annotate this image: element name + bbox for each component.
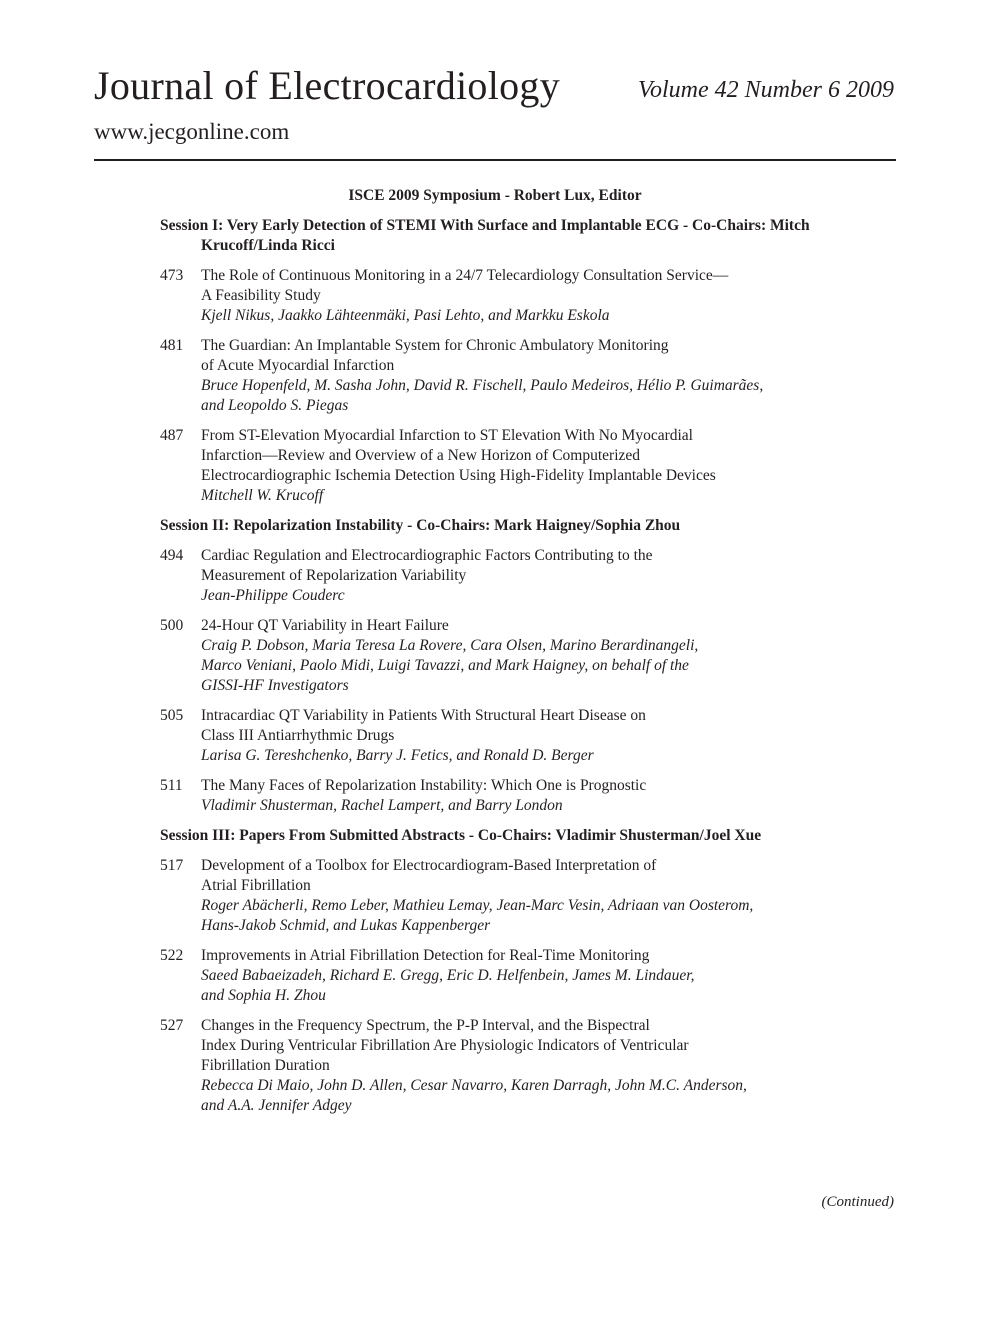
page-number: 500 xyxy=(160,617,184,634)
toc-entry[interactable] xyxy=(160,1016,896,1116)
article-title: Cardiac Regulation and Electrocardiographic Factors Contributing to the Measurement of Repolarization Variability xyxy=(201,547,653,584)
article-authors: Jean-Philippe Couderc xyxy=(201,587,345,604)
page-number: 505 xyxy=(160,707,184,724)
article-title: Development of a Toolbox for Electrocardiogram-Based Interpretation of Atrial Fibrillation xyxy=(201,857,657,894)
volume-issue: Volume 42 Number 6 2009 xyxy=(638,77,894,103)
page-number: 494 xyxy=(160,547,184,564)
article-title: The Role of Continuous Monitoring in a 24/7 Telecardiology Consultation Service— A Feasibility Study xyxy=(201,267,729,304)
article-authors: Saeed Babaeizadeh, Richard E. Gregg, Eric D. Helfenbein, James M. Lindauer, and Sophia H. Zhou xyxy=(201,967,695,1004)
session-heading: Session I: Very Early Detection of STEMI With Surface and Implantable ECG - Co-Chairs: Mitch Krucoff/Linda Ricci xyxy=(160,217,810,254)
toc-entry[interactable] xyxy=(160,546,896,606)
page-number: 511 xyxy=(160,777,183,794)
article-title: Changes in the Frequency Spectrum, the P-P Interval, and the Bispectral Index During Ventricular Fibrillation Are Physiologic Indicators of Ventricular Fibrillation Duration xyxy=(201,1017,689,1074)
toc-entry[interactable] xyxy=(160,946,896,1006)
article-authors: Craig P. Dobson, Maria Teresa La Rovere, Cara Olsen, Marino Berardinangeli, Marco Veniani, Paolo Midi, Luigi Tavazzi, and Mark Haigney, on behalf of the GISSI-HF Investigators xyxy=(201,637,699,694)
session-heading: Session III: Papers From Submitted Abstracts - Co-Chairs: Vladimir Shusterman/Joel Xue xyxy=(160,827,762,844)
page-number: 487 xyxy=(160,427,184,444)
article-authors: Vladimir Shusterman, Rachel Lampert, and Barry London xyxy=(201,797,563,814)
toc-entry[interactable] xyxy=(160,856,896,936)
article-authors: Kjell Nikus, Jaakko Lähteenmäki, Pasi Lehto, and Markku Eskola xyxy=(201,307,610,324)
page-number: 517 xyxy=(160,857,184,874)
article-title: The Many Faces of Repolarization Instability: Which One is Prognostic xyxy=(201,777,647,794)
journal-title: Journal of Electrocardiology xyxy=(94,63,561,108)
toc-entry[interactable] xyxy=(160,336,896,416)
article-title: Improvements in Atrial Fibrillation Detection for Real-Time Monitoring xyxy=(201,947,650,964)
article-title: From ST-Elevation Myocardial Infarction to ST Elevation With No Myocardial Infarction—Review and Overview of a New Horizon of Computerized Electrocardiographic Ischemia Detection Using High-Fidelity Implantable Devices xyxy=(201,427,716,484)
toc-entry[interactable] xyxy=(160,426,896,506)
continued-note: (Continued) xyxy=(821,1194,894,1210)
table-of-contents xyxy=(160,186,896,1126)
article-authors: Bruce Hopenfeld, M. Sasha John, David R. Fischell, Paulo Medeiros, Hélio P. Guimarães, and Leopoldo S. Piegas xyxy=(201,377,764,414)
article-title: Intracardiac QT Variability in Patients With Structural Heart Disease on Class III Antiarrhythmic Drugs xyxy=(201,707,646,744)
article-authors: Larisa G. Tereshchenko, Barry J. Fetics, and Ronald D. Berger xyxy=(201,747,594,764)
article-authors: Roger Abächerli, Remo Leber, Mathieu Lemay, Jean-Marc Vesin, Adriaan van Oosterom, Hans-Jakob Schmid, and Lukas Kappenberger xyxy=(201,897,754,934)
article-title: 24-Hour QT Variability in Heart Failure xyxy=(201,617,449,634)
article-title: The Guardian: An Implantable System for Chronic Ambulatory Monitoring of Acute Myocardial Infarction xyxy=(201,337,669,374)
session-heading: Session II: Repolarization Instability - Co-Chairs: Mark Haigney/Sophia Zhou xyxy=(160,517,681,534)
journal-url[interactable]: www.jecgonline.com xyxy=(94,119,290,144)
toc-entry[interactable] xyxy=(160,266,896,326)
page-number: 473 xyxy=(160,267,184,284)
symposium-heading: ISCE 2009 Symposium - Robert Lux, Editor xyxy=(348,187,642,204)
toc-entry[interactable] xyxy=(160,616,896,696)
header-rule xyxy=(94,159,896,161)
page-number: 522 xyxy=(160,947,184,964)
article-authors: Rebecca Di Maio, John D. Allen, Cesar Navarro, Karen Darragh, John M.C. Anderson, and A.A. Jennifer Adgey xyxy=(201,1077,747,1114)
toc-entry[interactable] xyxy=(160,776,896,816)
article-authors: Mitchell W. Krucoff xyxy=(201,487,324,504)
toc-entry[interactable] xyxy=(160,706,896,766)
page-number: 481 xyxy=(160,337,184,354)
page-number: 527 xyxy=(160,1017,184,1034)
